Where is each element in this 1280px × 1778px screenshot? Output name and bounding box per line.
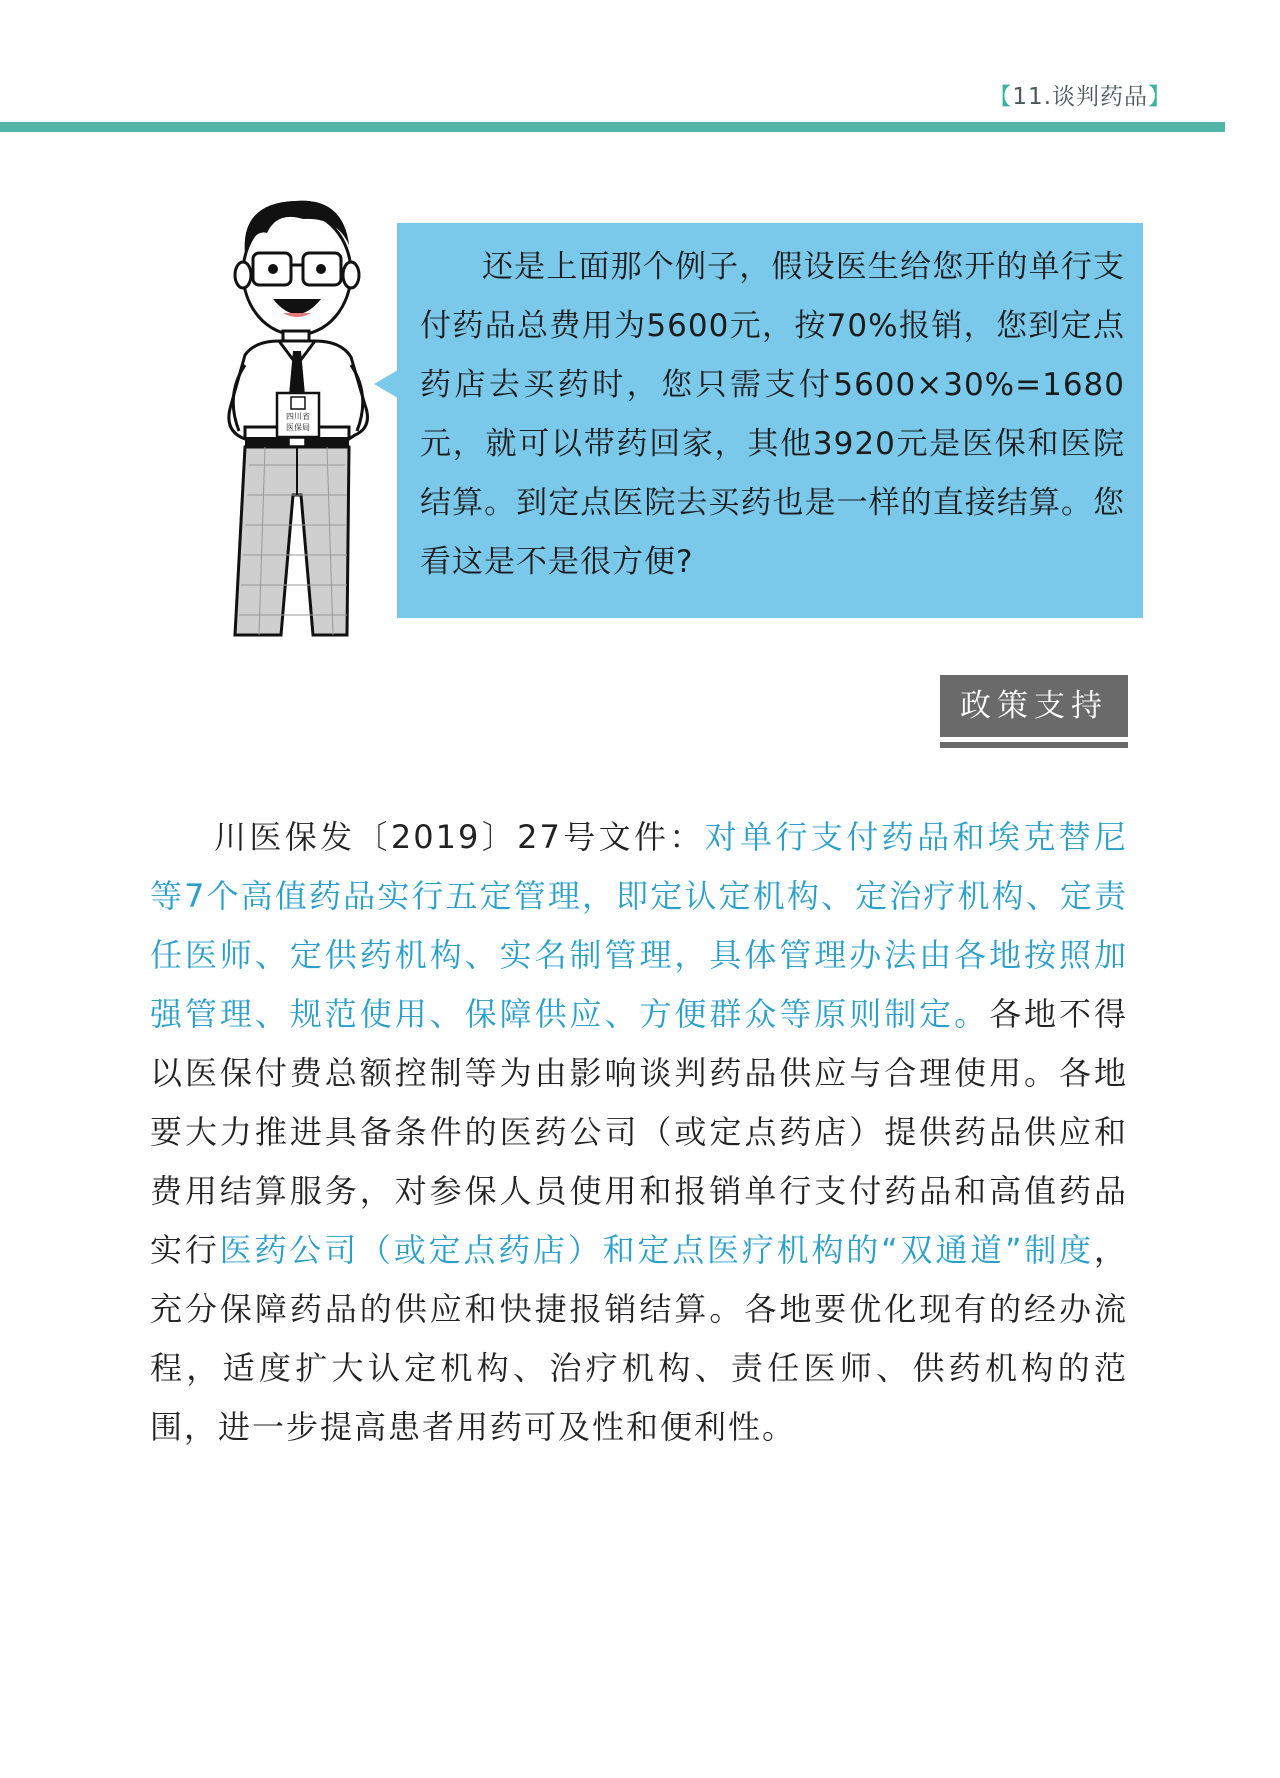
chapter-tag-label: 11.谈判药品 <box>1012 84 1148 110</box>
speech-bubble-tail <box>374 370 398 398</box>
doctor-character-illustration <box>215 195 390 645</box>
chapter-tag-bracket-open: 【 <box>988 84 1013 110</box>
badge-line-1: 四川省 <box>286 412 310 421</box>
policy-segment: ，充分保障药品的供应和快捷报销结算。各地要优化现有的经办流程，适度扩大认定机构、治疗机构、责任医师、供药机构的范围，进一步提高患者用药可及性和便利性。 <box>150 1231 1128 1446</box>
section-badge-policy: 政策支持 <box>940 675 1128 737</box>
policy-segment-highlight: 医药公司（或定点药店）和定点医疗机构的“双通道”制度 <box>219 1231 1094 1269</box>
policy-paragraph <box>150 808 1128 1457</box>
badge-line-2: 医保局 <box>286 423 310 432</box>
policy-segment-highlight: 对单行支付药品和埃克替尼等7个高值药品实行五定管理，即定认定机构、定治疗机构、定责任医师、定供药机构、实名制管理，具体管理办法由各地按照加强管理、规范使用、保障供应、方便群众等原则制定。 <box>150 818 1128 1033</box>
name-badge <box>277 393 319 437</box>
section-badge-underline <box>940 742 1128 748</box>
chapter-tag <box>988 78 1172 111</box>
chapter-tag-bracket-close: 】 <box>1148 84 1172 110</box>
speech-bubble-text: 还是上面那个例子，假设医生给您开的单行支付药品总费用为5600元，按70%报销，您到定点药店去买药时，您只需支付5600×30%=1680元，就可以带药回家，其他3920元是医保和医院结算。到定点医院去买药也是一样的直接结算。您看这是不是很方便? <box>420 249 1125 580</box>
policy-segment: 川医保发〔2019〕27号文件： <box>214 818 705 856</box>
policy-segment: 各地不得以医保付费总额控制等为由影响谈判药品供应与合理使用。各地要大力推进具备条件的医药公司（或定点药店）提供药品供应和费用结算服务，对参保人员使用和报销单行支付药品和高值药品实行 <box>150 995 1128 1269</box>
header-divider <box>0 122 1225 132</box>
